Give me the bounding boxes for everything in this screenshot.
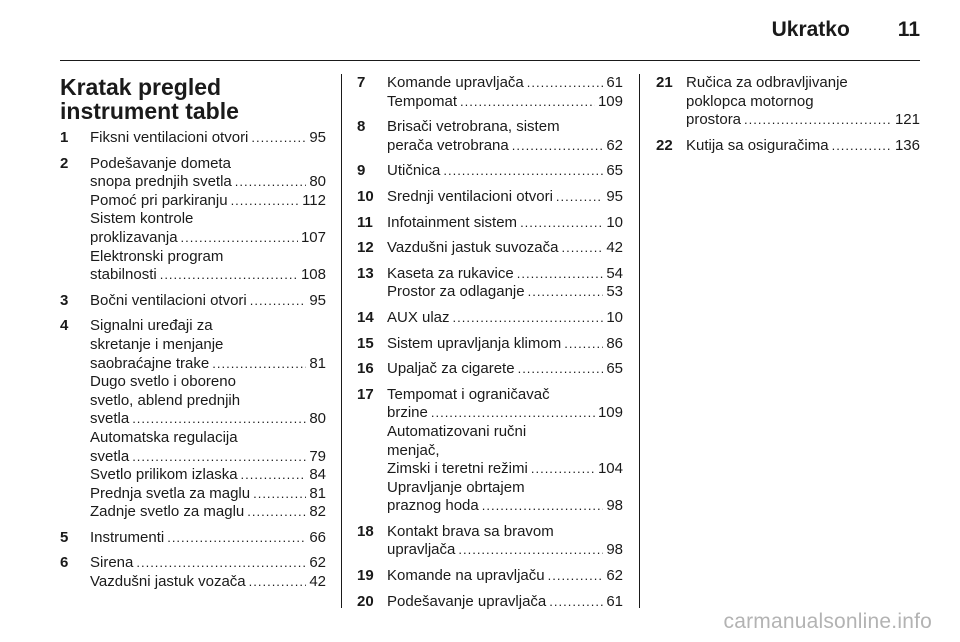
entry-number: 8	[357, 118, 366, 136]
dot-leader	[531, 460, 595, 479]
dot-leader	[136, 554, 306, 573]
page-reference: 10	[606, 213, 623, 231]
dot-leader	[251, 129, 306, 148]
entry-line	[90, 266, 326, 285]
page-reference: 95	[309, 291, 326, 309]
entry-text: prostora	[686, 111, 742, 129]
dot-leader	[132, 448, 306, 467]
entry-line	[387, 137, 623, 156]
dot-leader	[556, 188, 603, 207]
entry-line	[686, 137, 920, 156]
entry-text: svetla	[90, 447, 130, 465]
entry-text: Podešavanje dometa	[90, 154, 231, 172]
entry-line	[387, 404, 623, 423]
index-entry	[357, 265, 623, 302]
dot-leader	[512, 137, 604, 156]
dot-leader	[231, 192, 300, 211]
entry-line	[90, 485, 326, 504]
entry-text: Kutija sa osiguračima	[686, 136, 829, 154]
entry-text: Ručica za odbravljivanje	[686, 74, 848, 91]
entry-number: 16	[357, 360, 374, 378]
page-reference: 79	[309, 447, 326, 465]
page-reference: 42	[309, 573, 326, 591]
entry-text: Srednji ventilacioni otvori	[387, 187, 553, 205]
entry-line	[90, 554, 326, 573]
entry-line	[90, 129, 326, 148]
entry-line	[686, 111, 920, 130]
page-reference: 65	[606, 360, 623, 378]
entry-number: 12	[357, 239, 374, 257]
entry-number: 2	[60, 154, 69, 172]
dot-leader	[443, 162, 603, 181]
dot-leader	[181, 229, 298, 248]
dot-leader	[564, 335, 603, 354]
entry-text: poklopca motornog	[686, 92, 814, 110]
entry-text: Kontakt brava sa bravom	[387, 522, 554, 540]
page-reference: 65	[606, 162, 623, 180]
index-entry	[60, 529, 326, 548]
column-3	[656, 74, 920, 162]
entry-number: 5	[60, 528, 69, 546]
page-reference: 54	[606, 264, 623, 282]
dot-leader	[548, 567, 604, 586]
entry-number: 18	[357, 522, 374, 540]
dot-leader	[167, 529, 306, 548]
entry-text: Zimski i teretni režimi	[387, 460, 528, 478]
index-entry	[357, 567, 623, 586]
page-reference: 109	[597, 404, 623, 422]
entry-line	[387, 541, 623, 560]
entry-line	[90, 210, 326, 229]
entry-text: Fiksni ventilacioni otvori	[90, 129, 249, 146]
entry-text: Podešavanje upravljača	[387, 592, 547, 610]
page-reference: 62	[606, 136, 623, 154]
page-reference: 112	[302, 191, 326, 209]
entry-number: 22	[656, 136, 673, 154]
entry-line	[90, 529, 326, 548]
entry-line	[387, 479, 623, 498]
entry-number: 17	[357, 385, 374, 403]
entry-line	[90, 466, 326, 485]
entry-number: 20	[357, 592, 374, 610]
page-reference: 66	[309, 528, 326, 546]
index-entry	[357, 214, 623, 233]
index-entry	[357, 309, 623, 328]
page-reference: 61	[606, 74, 623, 91]
page-reference: 62	[309, 554, 326, 572]
page-reference: 53	[606, 283, 623, 301]
dot-leader	[520, 214, 603, 233]
entry-text: AUX ulaz	[387, 308, 450, 326]
entry-text: skretanje i menjanje	[90, 335, 224, 353]
index-entry	[357, 386, 623, 516]
entry-line	[387, 567, 623, 586]
entry-text: upravljača	[387, 541, 456, 559]
entry-text: Automatizovani ručni	[387, 422, 527, 440]
entry-line	[90, 229, 326, 248]
page-header	[772, 18, 920, 42]
page-reference: 84	[309, 466, 326, 484]
entry-text: proklizavanja	[90, 228, 178, 246]
page-reference: 107	[300, 228, 326, 246]
entry-text: Tempomat	[387, 92, 458, 110]
entry-line	[387, 162, 623, 181]
entry-text: Kaseta za rukavice	[387, 264, 514, 282]
entry-text: Infotainment sistem	[387, 213, 518, 231]
entry-line	[90, 573, 326, 592]
index-entry	[60, 129, 326, 148]
entry-text: Dugo svetlo i oboreno	[90, 373, 236, 391]
page-reference: 95	[606, 187, 623, 205]
entry-line	[387, 335, 623, 354]
entry-number: 14	[357, 308, 374, 326]
entry-line	[90, 336, 326, 355]
entry-line	[387, 118, 623, 137]
entry-line	[90, 317, 326, 336]
entry-line	[387, 214, 623, 233]
dot-leader	[132, 410, 306, 429]
entry-text: Zadnje svetlo za maglu	[90, 503, 245, 521]
column-divider-1	[341, 74, 342, 608]
dot-leader	[527, 74, 604, 93]
entry-text: Vazdušni jastuk vozača	[90, 573, 246, 591]
column-1	[60, 74, 326, 599]
entry-line	[387, 523, 623, 542]
chapter-title: Ukratko	[771, 18, 850, 41]
index-entry	[60, 155, 326, 285]
page-reference: 121	[894, 111, 920, 129]
entry-number: 1	[60, 129, 69, 146]
entry-text: Prostor za odlaganje	[387, 283, 525, 301]
entry-line	[387, 188, 623, 207]
dot-leader	[160, 266, 298, 285]
dot-leader	[460, 93, 595, 112]
dot-leader	[249, 573, 307, 592]
entry-number: 9	[357, 162, 366, 180]
page-reference: 81	[309, 354, 326, 372]
entry-text: saobraćajne trake	[90, 354, 210, 372]
dot-leader	[241, 466, 307, 485]
index-entry	[357, 162, 623, 181]
index-entry	[357, 239, 623, 258]
entry-text: Utičnica	[387, 162, 441, 180]
watermark: carmanualsonline.info	[723, 610, 932, 633]
entry-text: Signalni uređaji za	[90, 317, 213, 335]
entry-line	[90, 448, 326, 467]
index-entry	[656, 74, 920, 130]
entry-number: 13	[357, 264, 374, 282]
entry-number: 19	[357, 567, 374, 585]
column-divider-2	[639, 74, 640, 608]
entry-line	[387, 74, 623, 93]
entry-text: Vazdušni jastuk suvozača	[387, 239, 559, 257]
entry-text: Elektronski program	[90, 247, 224, 265]
dot-leader	[458, 541, 603, 560]
entry-number: 6	[60, 554, 69, 572]
entry-text: Sirena	[90, 554, 134, 572]
dot-leader	[518, 360, 604, 379]
page-reference: 95	[309, 129, 326, 146]
page-reference: 82	[309, 503, 326, 521]
entry-text: Instrumenti	[90, 528, 165, 546]
entry-line	[90, 248, 326, 267]
index-entry	[357, 360, 623, 379]
entry-text: Svetlo prilikom izlaska	[90, 466, 238, 484]
index-entry	[656, 137, 920, 156]
page-reference: 136	[894, 136, 920, 154]
entry-line	[90, 429, 326, 448]
entry-line	[90, 173, 326, 192]
entry-text: Sistem kontrole	[90, 210, 194, 228]
dot-leader	[212, 355, 306, 374]
entry-text: stabilnosti	[90, 266, 157, 284]
entry-text: menjač,	[387, 441, 440, 459]
entry-line	[90, 410, 326, 429]
entry-line	[387, 283, 623, 302]
page-reference: 62	[606, 567, 623, 585]
index-entry	[357, 118, 623, 155]
entry-line	[90, 155, 326, 174]
entry-text: Komande na upravljaču	[387, 567, 545, 585]
entry-line	[686, 74, 920, 93]
dot-leader	[431, 404, 595, 423]
page-reference: 86	[606, 334, 623, 352]
page-reference: 81	[309, 484, 326, 502]
dot-leader	[528, 283, 604, 302]
entry-text: brzine	[387, 404, 428, 422]
entry-line	[387, 423, 623, 442]
entry-text: praznog hoda	[387, 497, 479, 515]
entry-text: svetlo, ablend prednjih	[90, 391, 241, 409]
entry-text: Bočni ventilacioni otvori	[90, 291, 247, 309]
entry-line	[387, 497, 623, 516]
dot-leader	[453, 309, 604, 328]
entry-line	[90, 392, 326, 411]
entry-line	[90, 192, 326, 211]
header-divider	[60, 60, 920, 61]
entry-text: Komande upravljača	[387, 74, 524, 91]
entry-text: svetla	[90, 410, 130, 428]
page-reference: 42	[606, 239, 623, 257]
entry-number: 21	[656, 74, 673, 91]
dot-leader	[744, 111, 892, 130]
entry-line	[387, 442, 623, 461]
dot-leader	[250, 292, 307, 311]
entry-line	[90, 373, 326, 392]
entry-text: Sistem upravljanja klimom	[387, 334, 562, 352]
page-reference: 104	[597, 460, 623, 478]
dot-leader	[832, 137, 892, 156]
entry-text: Pomoć pri parkiranju	[90, 191, 228, 209]
index-entry	[357, 593, 623, 612]
entry-text: Tempomat i ograničavač	[387, 385, 550, 403]
entry-line	[387, 265, 623, 284]
entry-line	[387, 309, 623, 328]
dot-leader	[253, 485, 306, 504]
dot-leader	[561, 239, 603, 258]
index-entry	[357, 335, 623, 354]
entry-line	[387, 360, 623, 379]
dot-leader	[549, 593, 603, 612]
entry-text: Prednja svetla za maglu	[90, 484, 251, 502]
index-entry	[60, 292, 326, 311]
entry-line	[387, 239, 623, 258]
page-reference: 108	[300, 266, 326, 284]
index-entry	[60, 317, 326, 522]
entry-number: 4	[60, 317, 69, 335]
entry-text: snopa prednjih svetla	[90, 173, 232, 191]
entry-line	[387, 386, 623, 405]
page-reference: 80	[309, 410, 326, 428]
page-reference: 98	[606, 541, 623, 559]
entry-number: 15	[357, 334, 374, 352]
entry-line	[387, 93, 623, 112]
entry-text: Automatska regulacija	[90, 428, 238, 446]
entry-line	[90, 503, 326, 522]
index-entry	[357, 523, 623, 560]
index-entry	[60, 554, 326, 591]
dot-leader	[247, 503, 306, 522]
entry-line	[90, 292, 326, 311]
dot-leader	[517, 265, 604, 284]
entry-number: 7	[357, 74, 366, 91]
section-title: Kratak pregled instrument table	[60, 74, 239, 124]
entry-number: 10	[357, 187, 374, 205]
page-reference: 10	[606, 308, 623, 326]
page-reference: 61	[606, 592, 623, 610]
index-entry	[357, 188, 623, 207]
index-entry	[357, 74, 623, 111]
entry-number: 3	[60, 291, 69, 309]
dot-leader	[482, 497, 604, 516]
page-number: 11	[897, 18, 920, 41]
entry-text: Upaljač za cigarete	[387, 360, 515, 378]
entry-number: 11	[357, 213, 373, 231]
dot-leader	[235, 173, 307, 192]
page-reference: 98	[606, 497, 623, 515]
entry-text: perača vetrobrana	[387, 136, 509, 154]
column-2	[357, 74, 623, 618]
entry-text: Upravljanje obrtajem	[387, 478, 525, 496]
page-reference: 109	[597, 92, 623, 110]
entry-line	[90, 355, 326, 374]
entry-text: Brisači vetrobrana, sistem	[387, 118, 560, 136]
page-reference: 80	[309, 173, 326, 191]
entry-line	[387, 593, 623, 612]
entry-line	[686, 93, 920, 112]
entry-line	[387, 460, 623, 479]
